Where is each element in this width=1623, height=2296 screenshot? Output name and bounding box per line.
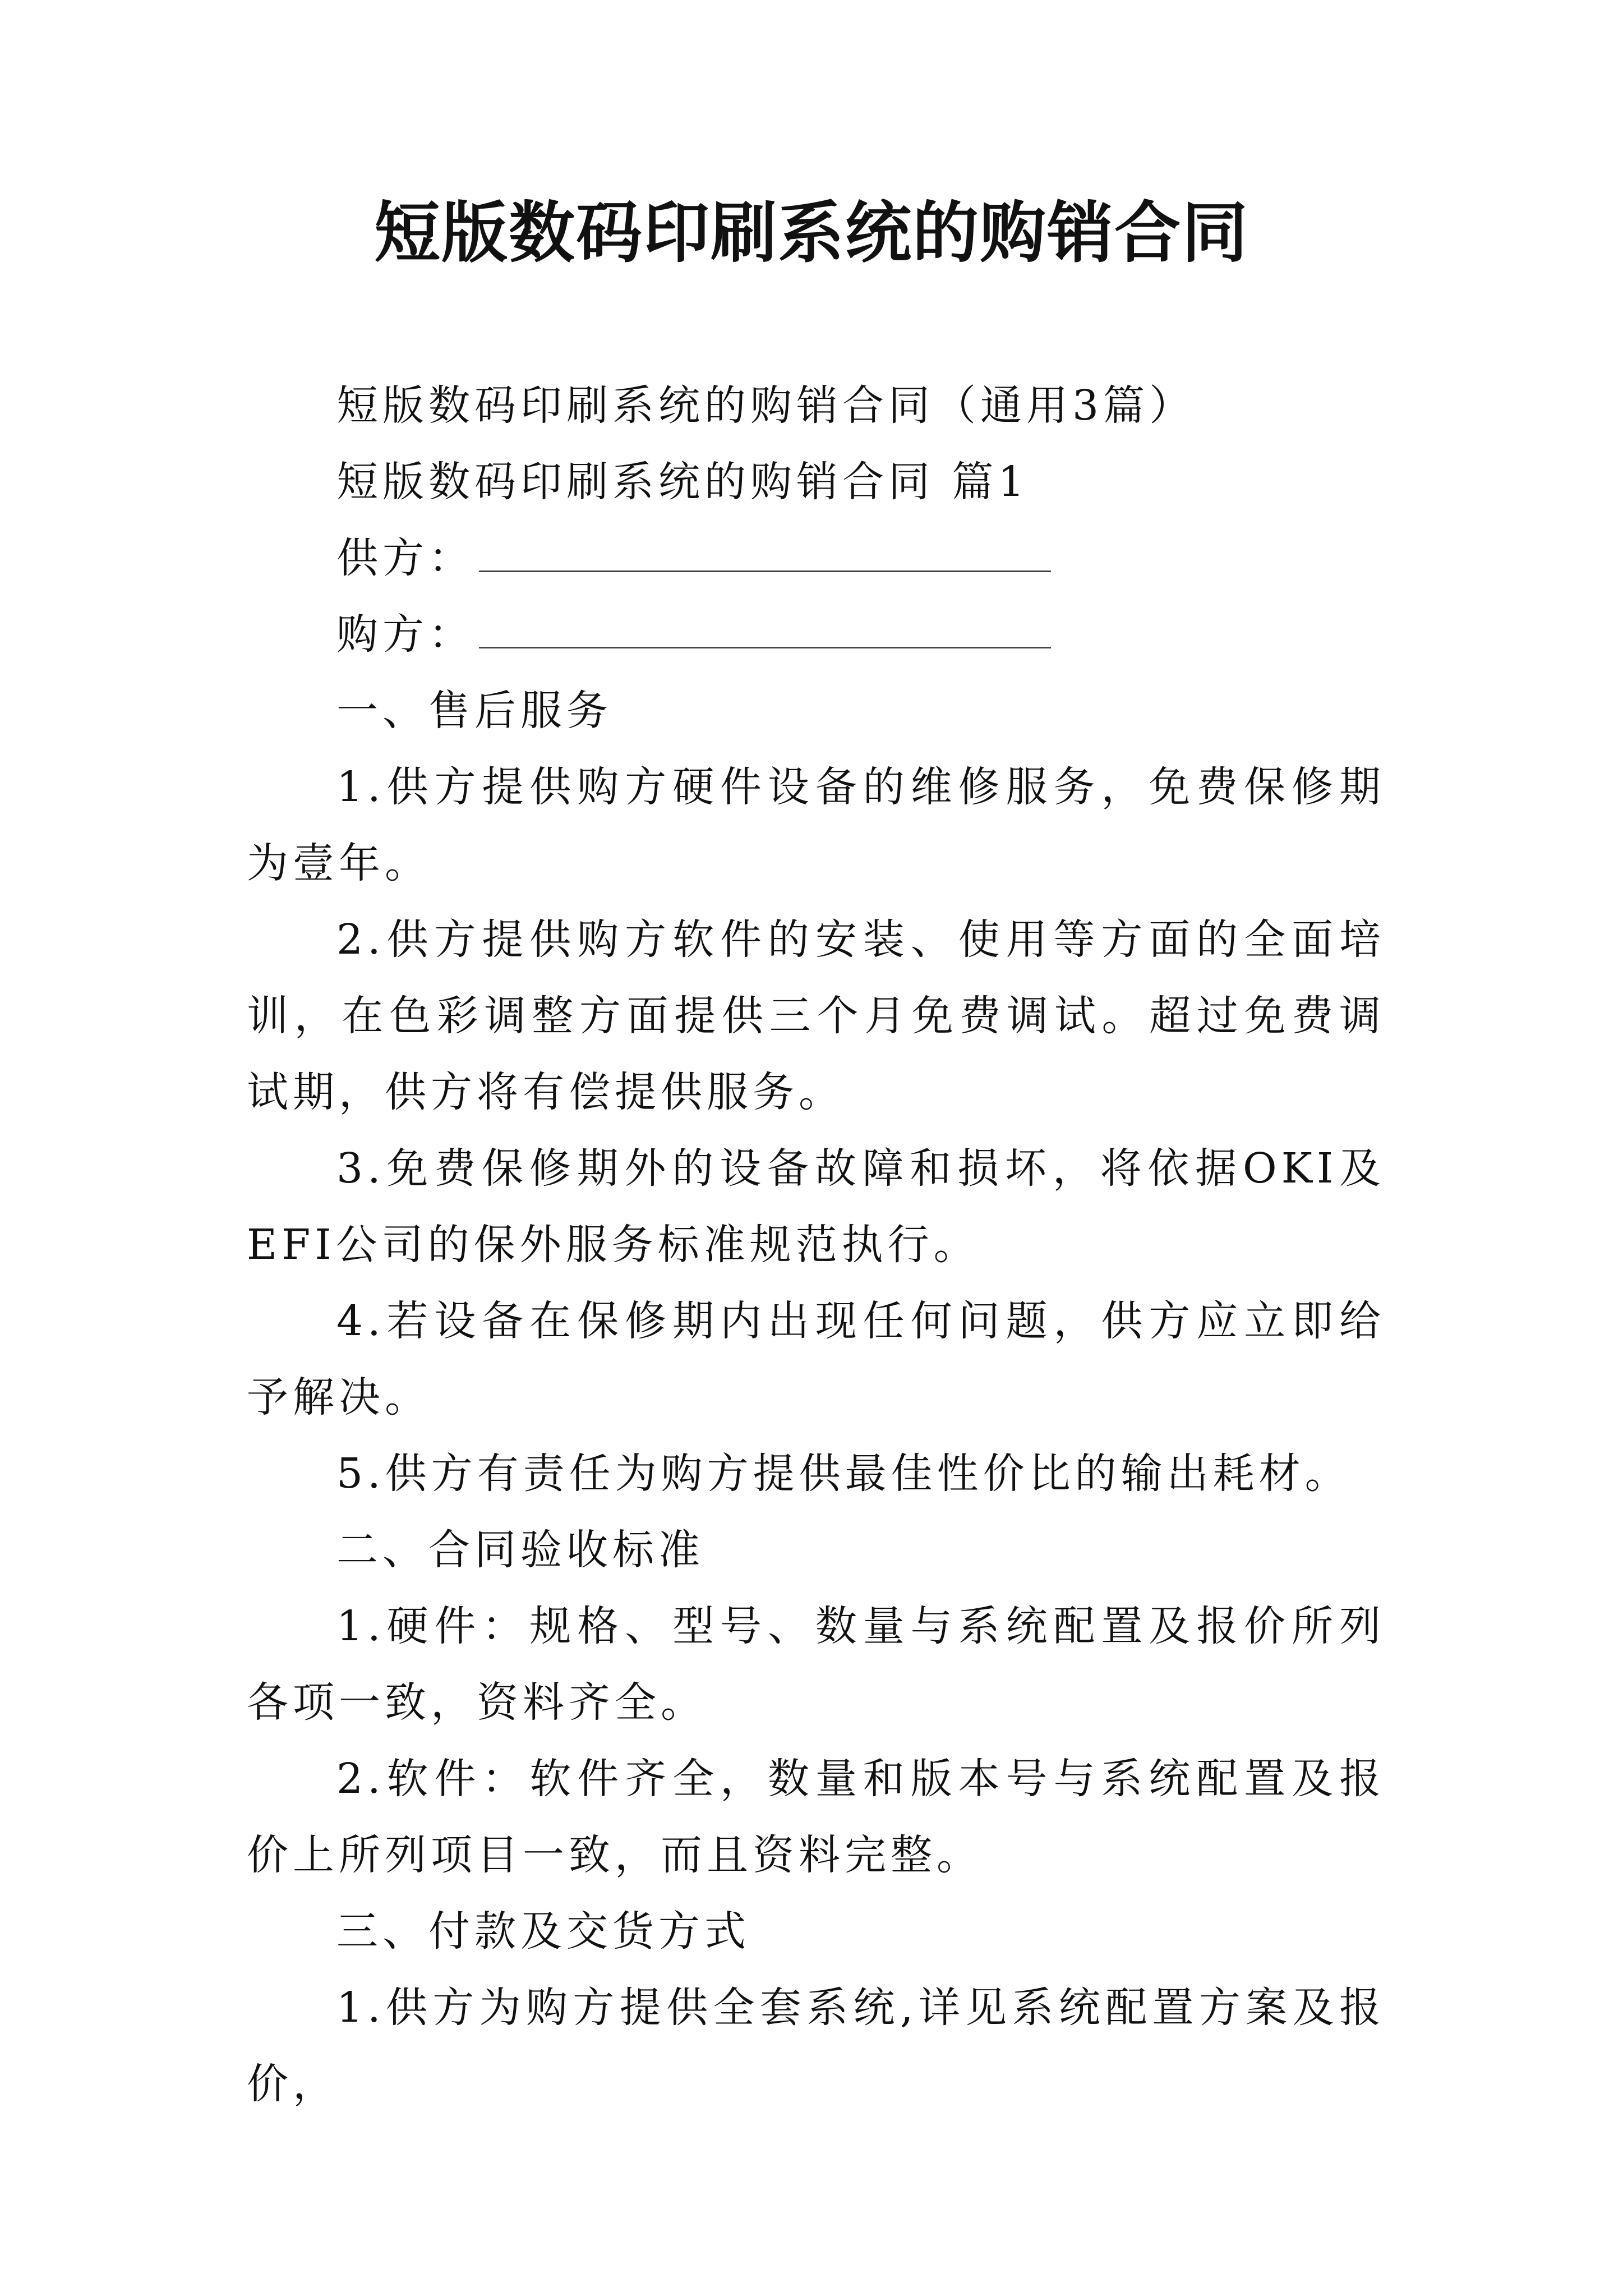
clause-5-consumables: 5.供方有责任为购方提供最佳性价比的输出耗材。	[336, 1450, 1351, 1498]
supplier-field-row	[247, 520, 1385, 596]
document-body	[247, 367, 1385, 2122]
clause-2-software-training: 2.供方提供购方软件的安装、使用等方面的全面培训，在色彩调整方面提供三个月免费调试。超过免费调试期，供方将有偿提供服务。	[247, 915, 1385, 1116]
clause-software-acceptance: 2.软件：软件齐全，数量和版本号与系统配置及报价上所列项目一致，而且资料完整。	[247, 1755, 1385, 1879]
buyer-label: 购方：	[336, 610, 474, 659]
clause-full-system-supply: 1.供方为购方提供全套系统,详见系统配置方案及报价，	[247, 1984, 1385, 2108]
clause-hardware-acceptance: 1.硬件：规格、型号、数量与系统配置及报价所列各项一致，资料齐全。	[247, 1602, 1385, 1727]
supplier-label: 供方：	[336, 534, 474, 582]
document-title: 短版数码印刷系统的购销合同	[374, 194, 1249, 272]
clause-3-out-of-warranty: 3.免费保修期外的设备故障和损坏，将依据OKI及EFI公司的保外服务标准规范执行。	[247, 1144, 1385, 1269]
clause-4-warranty-issues: 4.若设备在保修期内出现任何问题，供方应立即给予解决。	[247, 1297, 1385, 1421]
supplier-blank-line	[479, 523, 1051, 572]
section-heading-part-1: 短版数码印刷系统的购销合同 篇1	[336, 458, 1029, 506]
clause-1-hardware-maintenance: 1.供方提供购方硬件设备的维修服务，免费保修期为壹年。	[247, 763, 1385, 887]
heading-after-sales-service: 一、售后服务	[336, 687, 612, 735]
heading-acceptance-standards: 二、合同验收标准	[336, 1526, 704, 1574]
heading-payment-delivery: 三、付款及交货方式	[336, 1907, 750, 1955]
subtitle-paragraph: 短版数码印刷系统的购销合同（通用3篇）	[336, 381, 1196, 430]
buyer-blank-line	[479, 600, 1051, 648]
buyer-field-row	[247, 596, 1385, 673]
